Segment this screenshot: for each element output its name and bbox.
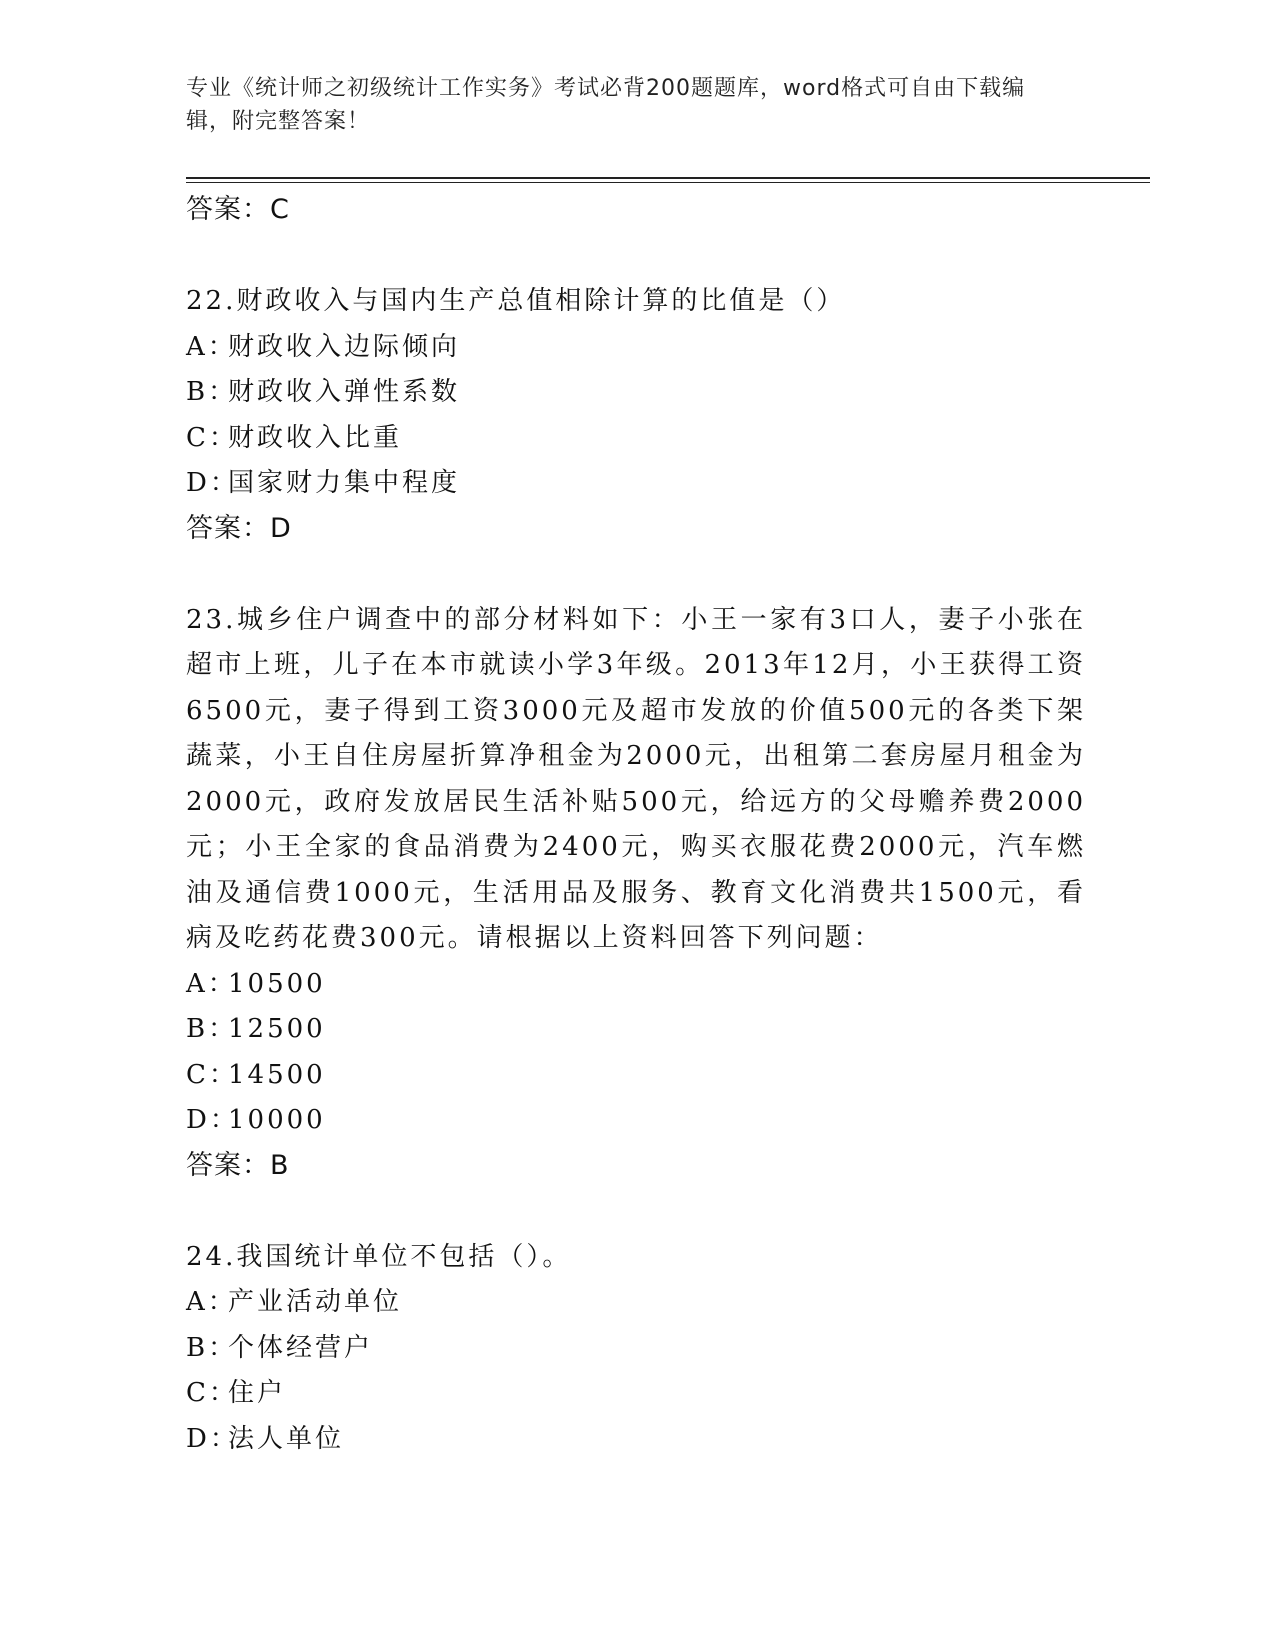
option-b xyxy=(186,370,1086,416)
questions-content xyxy=(186,188,1086,1462)
option-key: C： xyxy=(186,1059,238,1090)
answer-23: 答案：B xyxy=(186,1149,290,1181)
option-text: 10000 xyxy=(228,1105,326,1135)
option-text: 财政收入比重 xyxy=(228,422,403,453)
option-text: 10500 xyxy=(228,968,326,999)
option-c xyxy=(186,1371,1086,1417)
option-c xyxy=(186,1053,1086,1099)
option-a xyxy=(186,325,1086,371)
option-key: D： xyxy=(186,1423,239,1454)
question-24 xyxy=(186,1235,1086,1463)
option-b xyxy=(186,1326,1086,1372)
option-key: D： xyxy=(186,468,239,498)
option-d xyxy=(186,461,1086,507)
option-key: A： xyxy=(186,968,237,999)
option-b xyxy=(186,1007,1086,1053)
option-key: B： xyxy=(186,1332,238,1363)
spacer xyxy=(186,551,1086,598)
header-divider-thick xyxy=(186,177,1150,179)
answer-22: 答案：D xyxy=(186,512,292,544)
option-text: 个体经营户 xyxy=(228,1332,374,1363)
answer-previous: 答案：C xyxy=(186,194,290,225)
question-22 xyxy=(186,279,1086,551)
option-c xyxy=(186,416,1086,462)
option-key: A： xyxy=(186,331,237,362)
option-text: 国家财力集中程度 xyxy=(228,468,461,498)
spacer xyxy=(186,232,1086,279)
option-text: 住户 xyxy=(228,1378,287,1408)
option-text: 产业活动单位 xyxy=(228,1287,403,1317)
option-key: B： xyxy=(186,377,238,407)
option-d xyxy=(186,1098,1086,1144)
question-23 xyxy=(186,598,1086,1188)
option-text: 法人单位 xyxy=(228,1423,345,1454)
question-stem: 22.财政收入与国内生产总值相除计算的比值是（） xyxy=(186,286,846,316)
option-key: B： xyxy=(186,1014,238,1044)
option-key: C： xyxy=(186,422,238,453)
option-d xyxy=(186,1417,1086,1463)
option-text: 12500 xyxy=(228,1014,326,1044)
option-a xyxy=(186,962,1086,1008)
option-text: 14500 xyxy=(228,1059,326,1090)
option-text: 财政收入弹性系数 xyxy=(228,377,461,407)
header-divider-thin xyxy=(186,182,1150,183)
option-text: 财政收入边际倾向 xyxy=(228,331,461,362)
document-header: 专业《统计师之初级统计工作实务》考试必背200题题库，word格式可自由下载编辑，附完整答案！ xyxy=(186,76,1026,134)
spacer xyxy=(186,1188,1086,1235)
option-key: D： xyxy=(186,1105,239,1135)
option-a xyxy=(186,1280,1086,1326)
question-stem: 24.我国统计单位不包括（）。 xyxy=(186,1241,572,1272)
question-stem: 23.城乡住户调查中的部分材料如下：小王一家有3口人，妻子小张在超市上班，儿子在本市就读小学3年级。2013年12月，小王获得工资6500元，妻子得到工资3000元及超市发放的价值500元的各类下架蔬菜，小王自住房屋折算净租金为2000元，出租第二套房屋月租金为2000元，政府发放居民生活补贴500元，给远方的父母赡养费2000元；小王全家的食品消费为2400元，购买衣服花费2000元，汽车燃油及通信费1000元，生活用品及服务、教育文化消费共1500元，看病及吃药花费300元。请根据以上资料回答下列问题： xyxy=(186,604,1086,953)
option-key: C： xyxy=(186,1378,238,1408)
option-key: A： xyxy=(186,1287,237,1317)
